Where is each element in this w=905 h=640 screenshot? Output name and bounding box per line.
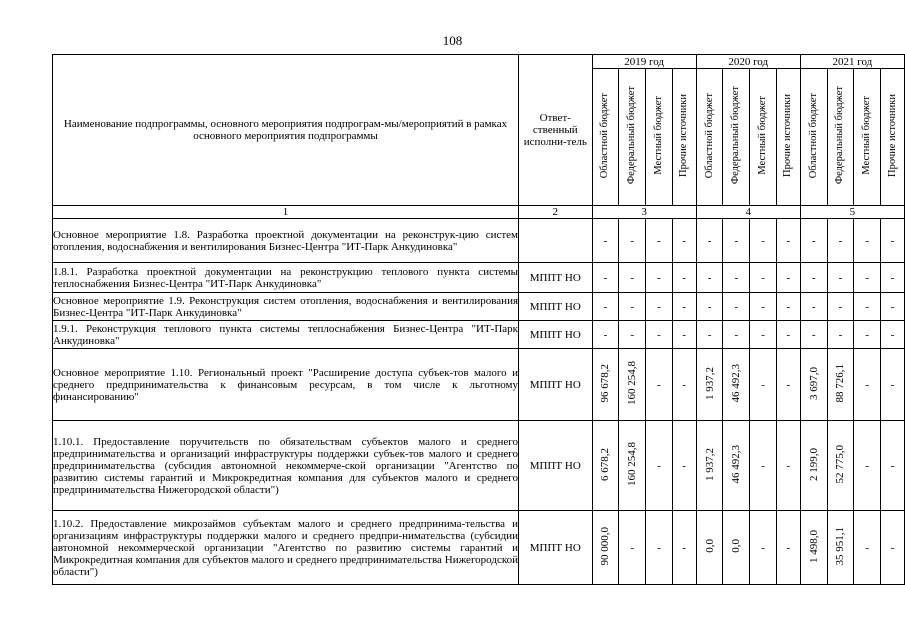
value-cell-empty: - xyxy=(646,349,673,421)
value-cell-empty: - xyxy=(854,349,881,421)
value-cell xyxy=(723,349,750,421)
value-text: 46 492,3 xyxy=(730,363,743,403)
header-source-cell xyxy=(776,69,800,206)
value-cell-empty: - xyxy=(672,421,696,511)
value-cell xyxy=(696,511,723,585)
table-row xyxy=(53,219,905,263)
value-cell-empty: - xyxy=(827,293,854,321)
value-text: 1 937,2 xyxy=(703,366,716,400)
value-cell-empty: - xyxy=(854,321,881,349)
value-cell xyxy=(800,349,827,421)
header-source-cell xyxy=(827,69,854,206)
value-cell-empty: - xyxy=(646,321,673,349)
table-row xyxy=(53,293,905,321)
header-source-label: Прочие источники xyxy=(782,94,794,177)
value-cell-empty: - xyxy=(854,219,881,263)
table-row xyxy=(53,321,905,349)
value-cell-empty: - xyxy=(723,219,750,263)
header-source-label: Прочие источники xyxy=(678,94,690,177)
value-cell-empty: - xyxy=(696,219,723,263)
row-name: Основное мероприятие 1.9. Реконструкция систем отопления, водоснабжения и вентилирования Бизнес-Центра "ИТ-Парк Анкудиновка" xyxy=(53,294,519,319)
value-cell-empty: - xyxy=(619,511,646,585)
value-cell-empty: - xyxy=(696,321,723,349)
value-cell-empty: - xyxy=(672,349,696,421)
col-number-5: 5 xyxy=(800,206,904,219)
table-row xyxy=(53,421,905,511)
value-cell-empty: - xyxy=(646,511,673,585)
header-source-label: Федеральный бюджет xyxy=(730,86,742,185)
header-source-cell xyxy=(854,69,881,206)
row-name: 1.8.1. Разработка проектной документации на реконструкцию теплового пункта системы теплоснабжения Бизнес-Центра "ИТ-Парк Анкудиновка" xyxy=(53,263,519,293)
value-cell xyxy=(800,511,827,585)
header-source-label: Областной бюджет xyxy=(703,92,715,179)
value-cell-empty: - xyxy=(800,321,827,349)
value-cell-empty: - xyxy=(854,421,881,511)
value-cell-empty: - xyxy=(646,421,673,511)
value-cell-empty: - xyxy=(750,511,777,585)
value-cell-empty: - xyxy=(592,219,619,263)
value-cell xyxy=(827,511,854,585)
header-source-label: Местный бюджет xyxy=(652,96,664,175)
value-cell-empty: - xyxy=(827,263,854,293)
value-cell-empty: - xyxy=(696,263,723,293)
header-source-label: Местный бюджет xyxy=(861,96,873,175)
col-number-2: 2 xyxy=(519,206,593,219)
header-year-2021: 2021 год xyxy=(800,55,904,69)
header-source-cell xyxy=(800,69,827,206)
value-cell-empty: - xyxy=(776,321,800,349)
header-source-label: Областной бюджет xyxy=(807,92,819,179)
value-cell-empty: - xyxy=(827,321,854,349)
header-year-2020: 2020 год xyxy=(696,55,800,69)
value-cell xyxy=(619,421,646,511)
value-cell-empty: - xyxy=(800,293,827,321)
header-source-cell xyxy=(881,69,905,206)
value-text: 160 254,8 xyxy=(626,442,639,486)
value-cell-empty: - xyxy=(592,293,619,321)
value-cell-empty: - xyxy=(827,219,854,263)
table-body xyxy=(53,219,905,585)
row-executor: МППТ НО xyxy=(519,321,593,349)
value-text: 1 937,2 xyxy=(703,447,716,481)
header-source-cell xyxy=(750,69,777,206)
value-text: 46 492,3 xyxy=(730,444,743,484)
value-text: 0,0 xyxy=(703,539,716,553)
value-text: 90 000,0 xyxy=(599,526,612,566)
value-text: 96 678,2 xyxy=(599,363,612,403)
value-cell-empty: - xyxy=(750,219,777,263)
value-cell-empty: - xyxy=(881,321,905,349)
row-name: 1.10.1. Предоставление поручительств по обязательствам субъектов малого и среднего предпринимательства и организаций инфраструктуры поддержки субъек-тов малого и среднего предпринимательства (субсидия автономной некоммерче-ской организации "Агентство по развитию системы гарантий и Микрокредитная компания для субъектов малого и среднего предпринимательства Нижегородской области") xyxy=(53,421,519,511)
value-text: 2 199,0 xyxy=(807,447,820,481)
row-name: 1.9.1. Реконструкция теплового пункта системы теплоснабжения Бизнес-Центра "ИТ-Парк Анкудиновка" xyxy=(53,322,519,347)
value-cell xyxy=(592,421,619,511)
value-cell-empty: - xyxy=(881,349,905,421)
value-cell xyxy=(827,421,854,511)
col-number-1: 1 xyxy=(53,206,519,219)
value-cell-empty: - xyxy=(723,321,750,349)
header-source-label: Областной бюджет xyxy=(599,92,611,179)
value-cell xyxy=(827,349,854,421)
value-cell xyxy=(592,349,619,421)
table-row xyxy=(53,263,905,293)
value-cell xyxy=(723,511,750,585)
value-cell-empty: - xyxy=(881,219,905,263)
row-executor: МППТ НО xyxy=(519,421,593,511)
value-cell xyxy=(723,421,750,511)
header-source-label: Прочие источники xyxy=(886,94,898,177)
header-source-cell xyxy=(619,69,646,206)
value-cell-empty: - xyxy=(672,321,696,349)
value-cell-empty: - xyxy=(750,421,777,511)
value-cell-empty: - xyxy=(750,321,777,349)
value-text: 88 726,1 xyxy=(834,363,847,403)
value-cell-empty: - xyxy=(750,349,777,421)
value-cell xyxy=(696,421,723,511)
table-row xyxy=(53,511,905,585)
value-cell-empty: - xyxy=(619,293,646,321)
value-cell-empty: - xyxy=(800,263,827,293)
value-cell-empty: - xyxy=(776,293,800,321)
header-year-2019: 2019 год xyxy=(592,55,696,69)
value-text: 1 498,0 xyxy=(807,529,820,563)
value-cell xyxy=(800,421,827,511)
col-number-4: 4 xyxy=(696,206,800,219)
value-cell-empty: - xyxy=(776,349,800,421)
value-text: 160 254,8 xyxy=(626,361,639,405)
value-cell-empty: - xyxy=(672,263,696,293)
budget-table xyxy=(52,54,905,585)
value-cell-empty: - xyxy=(592,321,619,349)
value-cell-empty: - xyxy=(672,219,696,263)
row-name: 1.10.2. Предоставление микрозаймов субъектам малого и среднего предпринима-тельства и организациям инфраструктуры поддержки малого и среднего предпри-нимательства (субсидии автономной некоммерческой организации "Агентство по развитию системы гарантий и Микрокредитная компания для субъектов малого и среднего предпринимательства Нижегородской области") xyxy=(53,511,519,585)
page-number: 108 xyxy=(442,33,463,48)
value-cell xyxy=(619,349,646,421)
header-name-cell: Наименование подпрограммы, основного мероприятия подпрограм-мы/мероприятий в рамках основного мероприятия подпрограммы xyxy=(53,55,519,206)
header-source-cell xyxy=(723,69,750,206)
value-cell-empty: - xyxy=(619,219,646,263)
value-cell-empty: - xyxy=(672,511,696,585)
header-source-cell xyxy=(696,69,723,206)
header-source-cell xyxy=(592,69,619,206)
value-cell-empty: - xyxy=(672,293,696,321)
row-executor: МППТ НО xyxy=(519,293,593,321)
value-text: 6 678,2 xyxy=(599,447,612,481)
row-name: Основное мероприятие 1.10. Региональный проект "Расширение доступа субъек-тов малого и среднего предпринимательства к финансовым ресурсам, в том числе к льготному финансированию" xyxy=(53,349,519,421)
row-executor: МППТ НО xyxy=(519,349,593,421)
col-number-3: 3 xyxy=(592,206,696,219)
value-cell-empty: - xyxy=(776,219,800,263)
value-cell-empty: - xyxy=(776,511,800,585)
value-text: 0,0 xyxy=(730,539,743,553)
table-row xyxy=(53,349,905,421)
value-cell-empty: - xyxy=(776,421,800,511)
header-source-label: Местный бюджет xyxy=(757,96,769,175)
value-cell-empty: - xyxy=(854,511,881,585)
value-cell-empty: - xyxy=(854,293,881,321)
row-name: Основное мероприятие 1.8. Разработка проектной документации на реконструк-цию систем отопления, водоснабжения и вентилирования Бизнес-Центра "ИТ-Парк Анкудиновка" xyxy=(53,219,519,263)
value-cell-empty: - xyxy=(750,293,777,321)
value-cell-empty: - xyxy=(800,219,827,263)
value-cell-empty: - xyxy=(881,511,905,585)
header-source-label: Федеральный бюджет xyxy=(626,86,638,185)
row-executor: МППТ НО xyxy=(519,263,593,293)
header-source-cell xyxy=(646,69,673,206)
value-cell-empty: - xyxy=(646,263,673,293)
value-text: 52 775,0 xyxy=(834,444,847,484)
value-cell-empty: - xyxy=(776,263,800,293)
row-executor: МППТ НО xyxy=(519,511,593,585)
header-executor-cell: Ответ-ственный исполни-тель xyxy=(519,55,593,206)
value-cell-empty: - xyxy=(723,293,750,321)
value-cell xyxy=(696,349,723,421)
value-cell-empty: - xyxy=(881,293,905,321)
value-cell-empty: - xyxy=(619,321,646,349)
value-cell-empty: - xyxy=(619,263,646,293)
value-cell-empty: - xyxy=(750,263,777,293)
value-cell-empty: - xyxy=(881,263,905,293)
value-cell-empty: - xyxy=(646,219,673,263)
value-cell-empty: - xyxy=(592,263,619,293)
value-cell-empty: - xyxy=(696,293,723,321)
header-source-cell xyxy=(672,69,696,206)
value-cell-empty: - xyxy=(723,263,750,293)
header-source-label: Федеральный бюджет xyxy=(834,86,846,185)
value-cell xyxy=(592,511,619,585)
value-cell-empty: - xyxy=(881,421,905,511)
value-cell-empty: - xyxy=(646,293,673,321)
value-cell-empty: - xyxy=(854,263,881,293)
value-text: 35 951,1 xyxy=(834,526,847,566)
row-executor xyxy=(519,219,593,263)
value-text: 3 697,0 xyxy=(807,366,820,400)
